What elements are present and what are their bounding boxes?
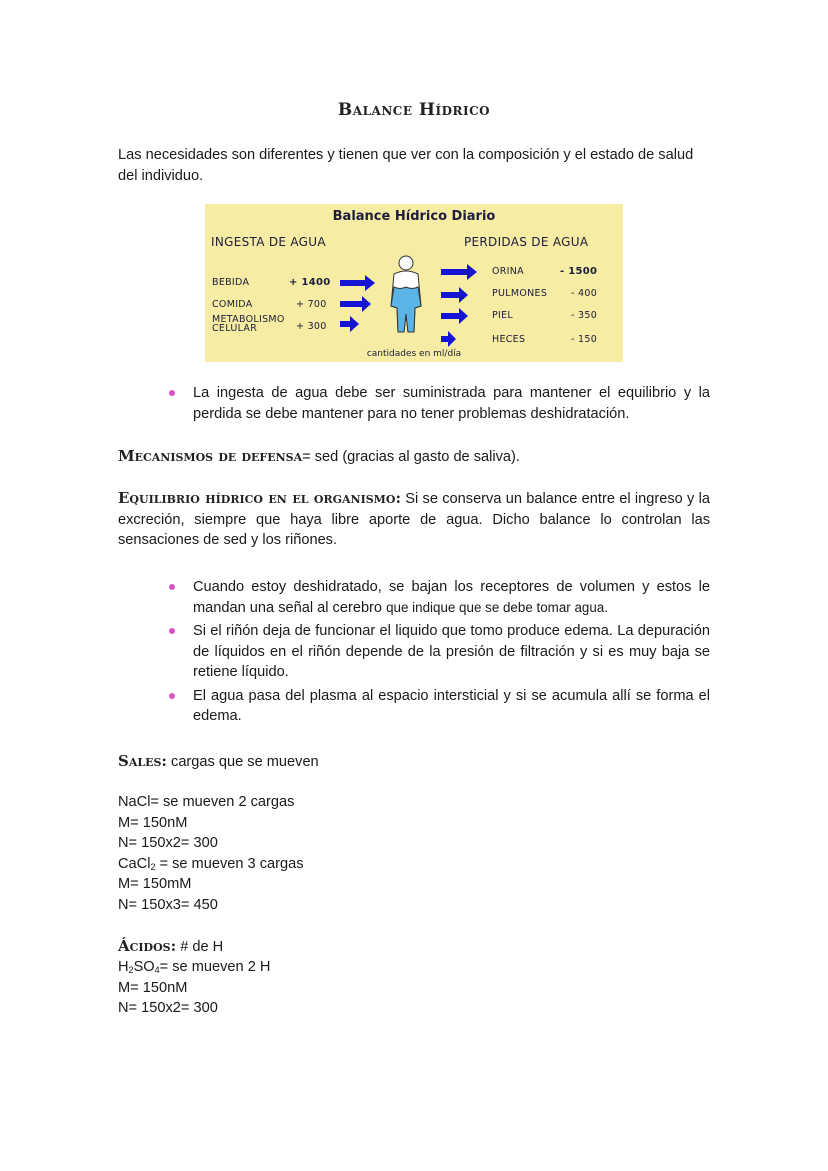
intake-label: BEBIDA <box>212 277 250 288</box>
list-item <box>168 621 710 683</box>
bullet-icon <box>169 390 175 396</box>
calc-line: M= 150nM <box>118 814 188 831</box>
arrow-icon <box>340 296 371 312</box>
bullet-text: Cuando estoy deshidratado, se bajan los receptores de volumen y estos le mandan una señal al cerebro <box>193 579 710 616</box>
bullet-text-small: que indique que se debe tomar agua. <box>386 599 608 615</box>
calc-line: M= 150nM <box>118 979 188 996</box>
loss-label: HECES <box>492 334 526 345</box>
bullet-icon <box>169 584 175 590</box>
defense-paragraph <box>118 446 710 468</box>
bullet-icon <box>169 628 175 634</box>
loss-value: - 150 <box>571 334 598 345</box>
units-note: cantidades en ml/día <box>366 349 462 359</box>
calc-line: NaCl= se mueven 2 cargas <box>118 794 295 810</box>
arrow-icon <box>441 264 477 280</box>
bullet-text: Si el riñón deja de funcionar el liquido que tomo produce edema. La depuración de líquidos en el riñón depende de la presión de filtración y si es muy baja se retiene líquido. <box>193 623 710 680</box>
intake-value: + 700 <box>296 299 327 310</box>
page-title: Balance Hídrico <box>337 100 491 120</box>
calc-line: N= 150x2= 300 <box>118 835 218 851</box>
arrow-icon <box>441 308 468 324</box>
loss-value: - 1500 <box>560 266 598 277</box>
acidos-text: # de H <box>176 939 224 955</box>
equilibrium-bullet-list <box>168 577 710 730</box>
loss-value: - 400 <box>571 288 598 299</box>
water-balance-figure <box>205 204 623 362</box>
intake-label-line: CELULAR <box>212 323 258 334</box>
acidos-paragraph <box>118 936 710 958</box>
arrow-icon <box>441 331 456 347</box>
calc-line: N= 150x2= 300 <box>118 1000 218 1016</box>
calc-line: M= 150mM <box>118 876 192 892</box>
calc-line: CaCl$_2$ = se mueven 3 cargas <box>118 855 304 872</box>
intake-label <box>212 315 285 333</box>
intake-label-line: METABOLISMO <box>212 314 285 325</box>
sales-calculations <box>118 792 304 915</box>
intake-value: + 300 <box>296 321 327 332</box>
loss-heading: PERDIDAS DE AGUA <box>464 235 589 249</box>
defense-text: = sed (gracias al gasto de saliva). <box>302 449 520 465</box>
equilibrium-paragraph <box>118 488 710 551</box>
loss-label: ORINA <box>492 266 524 277</box>
list-item <box>168 383 710 424</box>
sales-paragraph <box>118 751 710 773</box>
sales-text: cargas que se mueven <box>166 754 319 770</box>
intro-paragraph: Las necesidades son diferentes y tienen que ver con la composición y el estado de salud del individuo. <box>118 147 694 184</box>
defense-heading: Mecanismos de defensa <box>118 447 303 465</box>
list-item <box>168 686 710 727</box>
equilibrium-text: Si se conserva un balance entre el ingreso y la excreción, siempre que haya libre aporte de agua. Dicho balance lo controlan las sensaciones de sed y los riñones. <box>118 491 710 548</box>
arrow-icon <box>441 287 468 303</box>
bullet-icon <box>169 693 175 699</box>
intake-label: COMIDA <box>212 299 253 310</box>
list-item <box>168 577 710 618</box>
intake-bullet-list <box>168 383 710 427</box>
arrow-icon <box>340 275 375 291</box>
bullet-text: La ingesta de agua debe ser suministrada para mantener el equilibrio y la perdida se debe mantener para no tener problemas deshidratación. <box>193 385 710 422</box>
loss-label: PIEL <box>492 310 514 321</box>
acidos-calculations <box>118 957 270 1019</box>
bullet-text: El agua pasa del plasma al espacio intersticial y si se acumula allí se forma el edema. <box>193 687 710 724</box>
figure-graphics <box>205 204 623 362</box>
intake-value: + 1400 <box>289 277 331 288</box>
equilibrium-heading: Equilibrio hídrico en el organismo: <box>118 489 401 507</box>
human-figure-icon <box>391 256 421 332</box>
loss-value: - 350 <box>571 310 598 321</box>
acidos-heading: Ácidos: <box>118 937 177 955</box>
intake-arrows <box>340 275 375 332</box>
intake-heading: INGESTA DE AGUA <box>211 235 326 249</box>
sales-heading: Sales: <box>118 752 167 770</box>
loss-label: PULMONES <box>492 288 548 299</box>
loss-arrows <box>441 264 477 347</box>
figure-title: Balance Hídrico Diario <box>332 209 496 224</box>
calc-line: $H_2SO_4=$ se mueven 2 H <box>118 959 271 975</box>
arrow-icon <box>340 316 359 332</box>
calc-line: N= 150x3= 450 <box>118 896 218 913</box>
